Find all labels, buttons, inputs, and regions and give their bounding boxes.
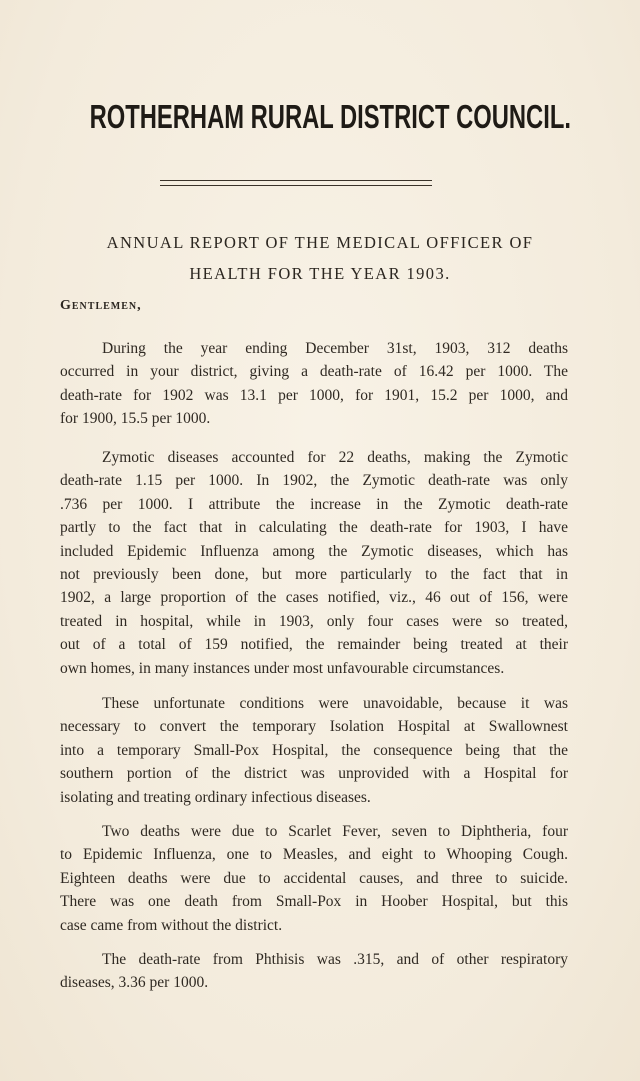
salutation: Gentlemen, xyxy=(60,298,142,313)
paragraph-zymotic-diseases xyxy=(60,446,568,680)
text-line: own homes, in many instances under most unfavourable circumstances. xyxy=(60,659,505,677)
text-line: Eighteen deaths were due to accidental causes, and three to suicide. xyxy=(60,869,568,887)
text-line: The death-rate from Phthisis was .315, and of other respiratory xyxy=(102,951,568,968)
text-line: isolating and treating ordinary infectious diseases. xyxy=(60,788,371,806)
council-title: ROTHERHAM RURAL DISTRICT COUNCIL. xyxy=(89,98,571,135)
text-line: Zymotic diseases accounted for 22 deaths, making the Zymotic xyxy=(102,449,568,466)
paragraph-deaths-overview xyxy=(60,337,568,431)
report-heading-line-1: ANNUAL REPORT OF THE MEDICAL OFFICER OF xyxy=(106,233,534,252)
text-line: During the year ending December 31st, 1903, 312 deaths xyxy=(102,340,568,357)
text-line: necessary to convert the temporary Isolation Hospital at Swallownest xyxy=(60,718,568,736)
rule-line xyxy=(160,180,432,181)
report-heading-line-2: HEALTH FOR THE YEAR 1903. xyxy=(189,264,451,283)
paragraph-causes-of-death xyxy=(60,820,568,937)
text-line: 1902, a large proportion of the cases notified, viz., 46 out of 156, were xyxy=(60,589,568,607)
text-line: included Epidemic Influenza among the Zymotic diseases, which has xyxy=(60,542,568,560)
text-line: death-rate 1.15 per 1000. In 1902, the Zymotic death-rate was only xyxy=(60,472,568,490)
text-line: treated in hospital, while in 1903, only four cases were so treated, xyxy=(60,612,568,630)
double-rule-divider xyxy=(160,180,432,190)
text-line: case came from without the district. xyxy=(60,916,283,934)
text-line: diseases, 3.36 per 1000. xyxy=(60,974,209,992)
text-line: occurred in your district, giving a death-rate of 16.42 per 1000. The xyxy=(60,363,568,381)
text-line: There was one death from Small-Pox in Hoober Hospital, but this xyxy=(60,893,568,911)
text-line: .736 per 1000. I attribute the increase in the Zymotic death-rate xyxy=(60,495,568,513)
text-line: Two deaths were due to Scarlet Fever, seven to Diphtheria, four xyxy=(102,823,568,840)
report-heading xyxy=(0,227,640,289)
text-line: into a temporary Small-Pox Hospital, the consequence being that the xyxy=(60,741,568,759)
text-line: to Epidemic Influenza, one to Measles, and eight to Whooping Cough. xyxy=(60,846,568,864)
paragraph-phthisis xyxy=(60,948,568,995)
text-line: These unfortunate conditions were unavoidable, because it was xyxy=(102,695,568,712)
paragraph-isolation-hospital xyxy=(60,692,568,809)
text-line: partly to the fact that in calculating the death-rate for 1903, I have xyxy=(60,519,568,537)
rule-line xyxy=(160,185,432,186)
text-line: for 1900, 15.5 per 1000. xyxy=(60,410,211,428)
text-line: not previously been done, but more particularly to the fact that in xyxy=(60,565,568,583)
text-line: southern portion of the district was unprovided with a Hospital for xyxy=(60,765,568,783)
text-line: out of a total of 159 notified, the remainder being treated at their xyxy=(60,636,568,654)
text-line: death-rate for 1902 was 13.1 per 1000, for 1901, 15.2 per 1000, and xyxy=(60,386,568,404)
